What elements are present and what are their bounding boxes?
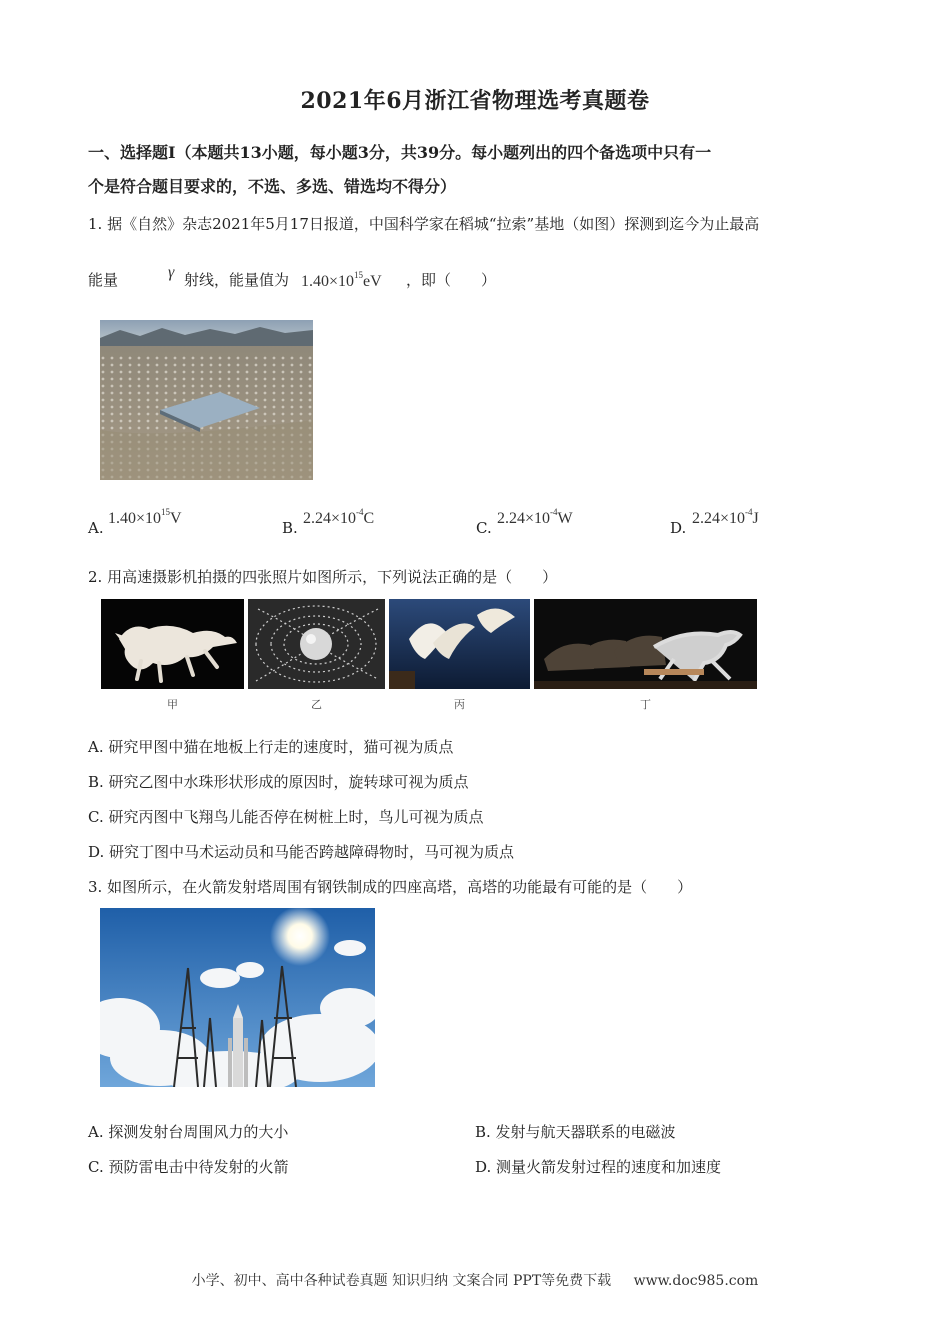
caption-bing: 丙: [454, 698, 465, 711]
q1-option-a-base: 1.40×10: [108, 510, 162, 527]
footer: [0, 1270, 950, 1290]
q3-option-b[interactable]: B. 发射与航天器联系的电磁波: [475, 1123, 676, 1141]
q1-stem-mid: 射线，能量值为: [184, 271, 290, 289]
q1-stem-line1: 1. 据《自然》杂志2021年5月17日报道，中国科学家在稻城“拉索”基地（如图）探测到迄今为止最高: [88, 215, 760, 233]
q1-energy-unit: eV: [363, 273, 382, 290]
q1-option-a-label: A.: [88, 519, 104, 537]
q1-option-c-label: C.: [476, 519, 492, 537]
q1-option-a-exp: 15: [161, 507, 171, 517]
q1-option-d-unit: J: [752, 510, 759, 527]
q1-option-c-unit: W: [557, 510, 573, 527]
q1-option-b-label: B.: [282, 519, 298, 537]
q1-options: [88, 505, 868, 539]
q1-stem-prefix: 能量: [88, 271, 119, 289]
q1-option-d-base: 2.24×10: [692, 510, 746, 527]
section-heading-line1: 一、选择题Ⅰ（本题共13小题，每小题3分，共39分。每小题列出的四个备选项中只有一: [88, 143, 712, 162]
q1-option-a-value: [108, 507, 182, 528]
q1-option-b-exp: -4: [356, 507, 364, 517]
q1-stem-end: ，即（ ）: [406, 271, 497, 289]
caption-yi: 乙: [311, 698, 322, 711]
caption-ding: 丁: [640, 698, 651, 711]
caption-jia: 甲: [167, 698, 178, 711]
footer-url[interactable]: www.doc985.com: [633, 1273, 759, 1289]
footer-text: 小学、初中、高中各种试卷真题 知识归纳 文案合同 PPT等免费下载: [191, 1273, 612, 1289]
cat-photo: [101, 599, 244, 689]
gamma-symbol: γ: [168, 264, 175, 281]
q1-option-b-base: 2.24×10: [303, 510, 357, 527]
q1-energy-exp: 15: [354, 270, 364, 280]
q1-option-a-unit: V: [170, 510, 182, 527]
birds-photo: [389, 599, 530, 689]
lhaaso-observatory-photo: [100, 320, 313, 480]
q2-option-a[interactable]: A. 研究甲图中猫在地板上行走的速度时，猫可视为质点: [88, 738, 454, 756]
q1-energy-value: [301, 264, 382, 293]
q1-option-d-label: D.: [670, 519, 687, 537]
section-heading-line2: 个是符合题目要求的，不选、多选、错选均不得分）: [88, 177, 457, 196]
q1-option-d-exp: -4: [745, 507, 753, 517]
q2-option-b[interactable]: B. 研究乙图中水珠形状形成的原因时，旋转球可视为质点: [88, 773, 469, 791]
q1-option-c-base: 2.24×10: [497, 510, 551, 527]
q1-option-c-exp: -4: [550, 507, 558, 517]
section-heading: [88, 136, 868, 204]
page-title: 2021年6月浙江省物理选考真题卷: [300, 88, 650, 114]
spinning-ball-photo: [248, 599, 385, 689]
q3-option-c[interactable]: C. 预防雷电击中待发射的火箭: [88, 1158, 289, 1176]
rocket-towers-photo: [100, 908, 375, 1087]
q1-option-c-value: [497, 507, 573, 528]
q1-energy-base: 1.40×10: [301, 273, 355, 290]
q3-option-a[interactable]: A. 探测发射台周围风力的大小: [88, 1123, 289, 1141]
q2-stem: 2. 用高速摄影机拍摄的四张照片如图所示，下列说法正确的是（ ）: [88, 568, 558, 586]
q1-option-d-value: [692, 507, 759, 528]
q2-option-c[interactable]: C. 研究丙图中飞翔鸟儿能否停在树桩上时，鸟儿可视为质点: [88, 808, 484, 826]
q1-option-b-unit: C: [363, 510, 375, 527]
q2-option-d[interactable]: D. 研究丁图中马术运动员和马能否跨越障碍物时，马可视为质点: [88, 843, 515, 861]
horse-riders-photo: [534, 599, 757, 689]
q3-option-d[interactable]: D. 测量火箭发射过程的速度和加速度: [475, 1158, 722, 1176]
q1-option-b-value: [303, 507, 374, 528]
q3-stem: 3. 如图所示，在火箭发射塔周围有钢铁制成的四座高塔，高塔的功能最有可能的是（ ）: [88, 878, 693, 896]
